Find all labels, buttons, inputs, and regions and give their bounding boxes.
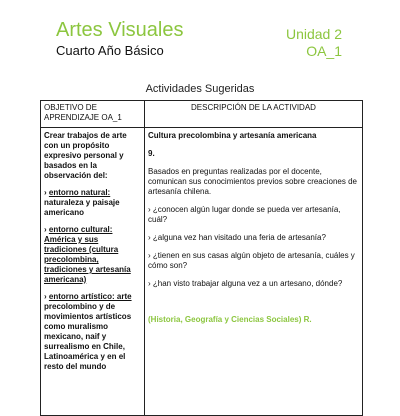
- activity-intro: Basados en preguntas realizadas por el docente, comunican sus conocimientos previos sobre creaciones de artesanía chilena.: [148, 167, 357, 196]
- item-text: precolombino y de movimientos artísticos como muralismo mexicano, naif y surrealismo en Chile, Latinoamérica y en el resto del mundo: [44, 302, 132, 371]
- item-text: naturaleza y paisaje americano: [44, 198, 120, 217]
- objective-cell: [41, 128, 145, 416]
- activity-header: DESCRIPCIÓN DE LA ACTIVIDAD: [145, 101, 363, 128]
- crosslink-subject: (Historia, Geografía y Ciencias Sociales) R.: [148, 315, 312, 324]
- activity-title: Cultura precolombina y artesanía americana: [148, 131, 317, 140]
- objective-intro: Crear trabajos de arte con un propósito expresivo personal y basados en la observación del:: [44, 131, 127, 180]
- table-row: [41, 128, 363, 416]
- item-label: entorno artístico: arte: [48, 292, 132, 301]
- objective-item-artistic: [44, 292, 141, 372]
- bullet: ›: [44, 225, 49, 234]
- item-label: entorno natural:: [48, 188, 111, 197]
- unit-label: Unidad 2: [285, 26, 342, 42]
- table-header-row: [41, 101, 363, 128]
- objective-item-natural: [44, 188, 141, 218]
- section-title: Actividades Sugeridas: [145, 83, 255, 95]
- activity-question: › ¿han visto trabajar alguna vez a un artesano, dónde?: [148, 279, 343, 288]
- item-label: entorno cultural: América y sus tradiciones (cultura precolombina, tradiciones y artesanía americana): [44, 225, 131, 284]
- activity-question: › ¿conocen algún lugar donde se pueda ver artesanía, cuál?: [148, 205, 341, 224]
- oa-label: OA_1: [306, 43, 342, 59]
- page-title: Artes Visuales: [56, 19, 184, 41]
- page-subtitle: Cuarto Año Básico: [56, 43, 164, 58]
- objective-header: OBJETIVO DE APRENDIZAJE OA_1: [41, 101, 145, 128]
- activity-number: 9.: [148, 149, 155, 158]
- activity-question: › ¿alguna vez han visitado una feria de artesanía?: [148, 233, 326, 242]
- bullet: ›: [44, 188, 49, 197]
- objective-item-cultural: [44, 225, 141, 285]
- activity-question: › ¿tienen en sus casas algún objeto de artesanía, cuáles y cómo son?: [148, 251, 355, 270]
- activities-table: [40, 100, 363, 416]
- activity-cell: [145, 128, 363, 416]
- bullet: ›: [44, 292, 49, 301]
